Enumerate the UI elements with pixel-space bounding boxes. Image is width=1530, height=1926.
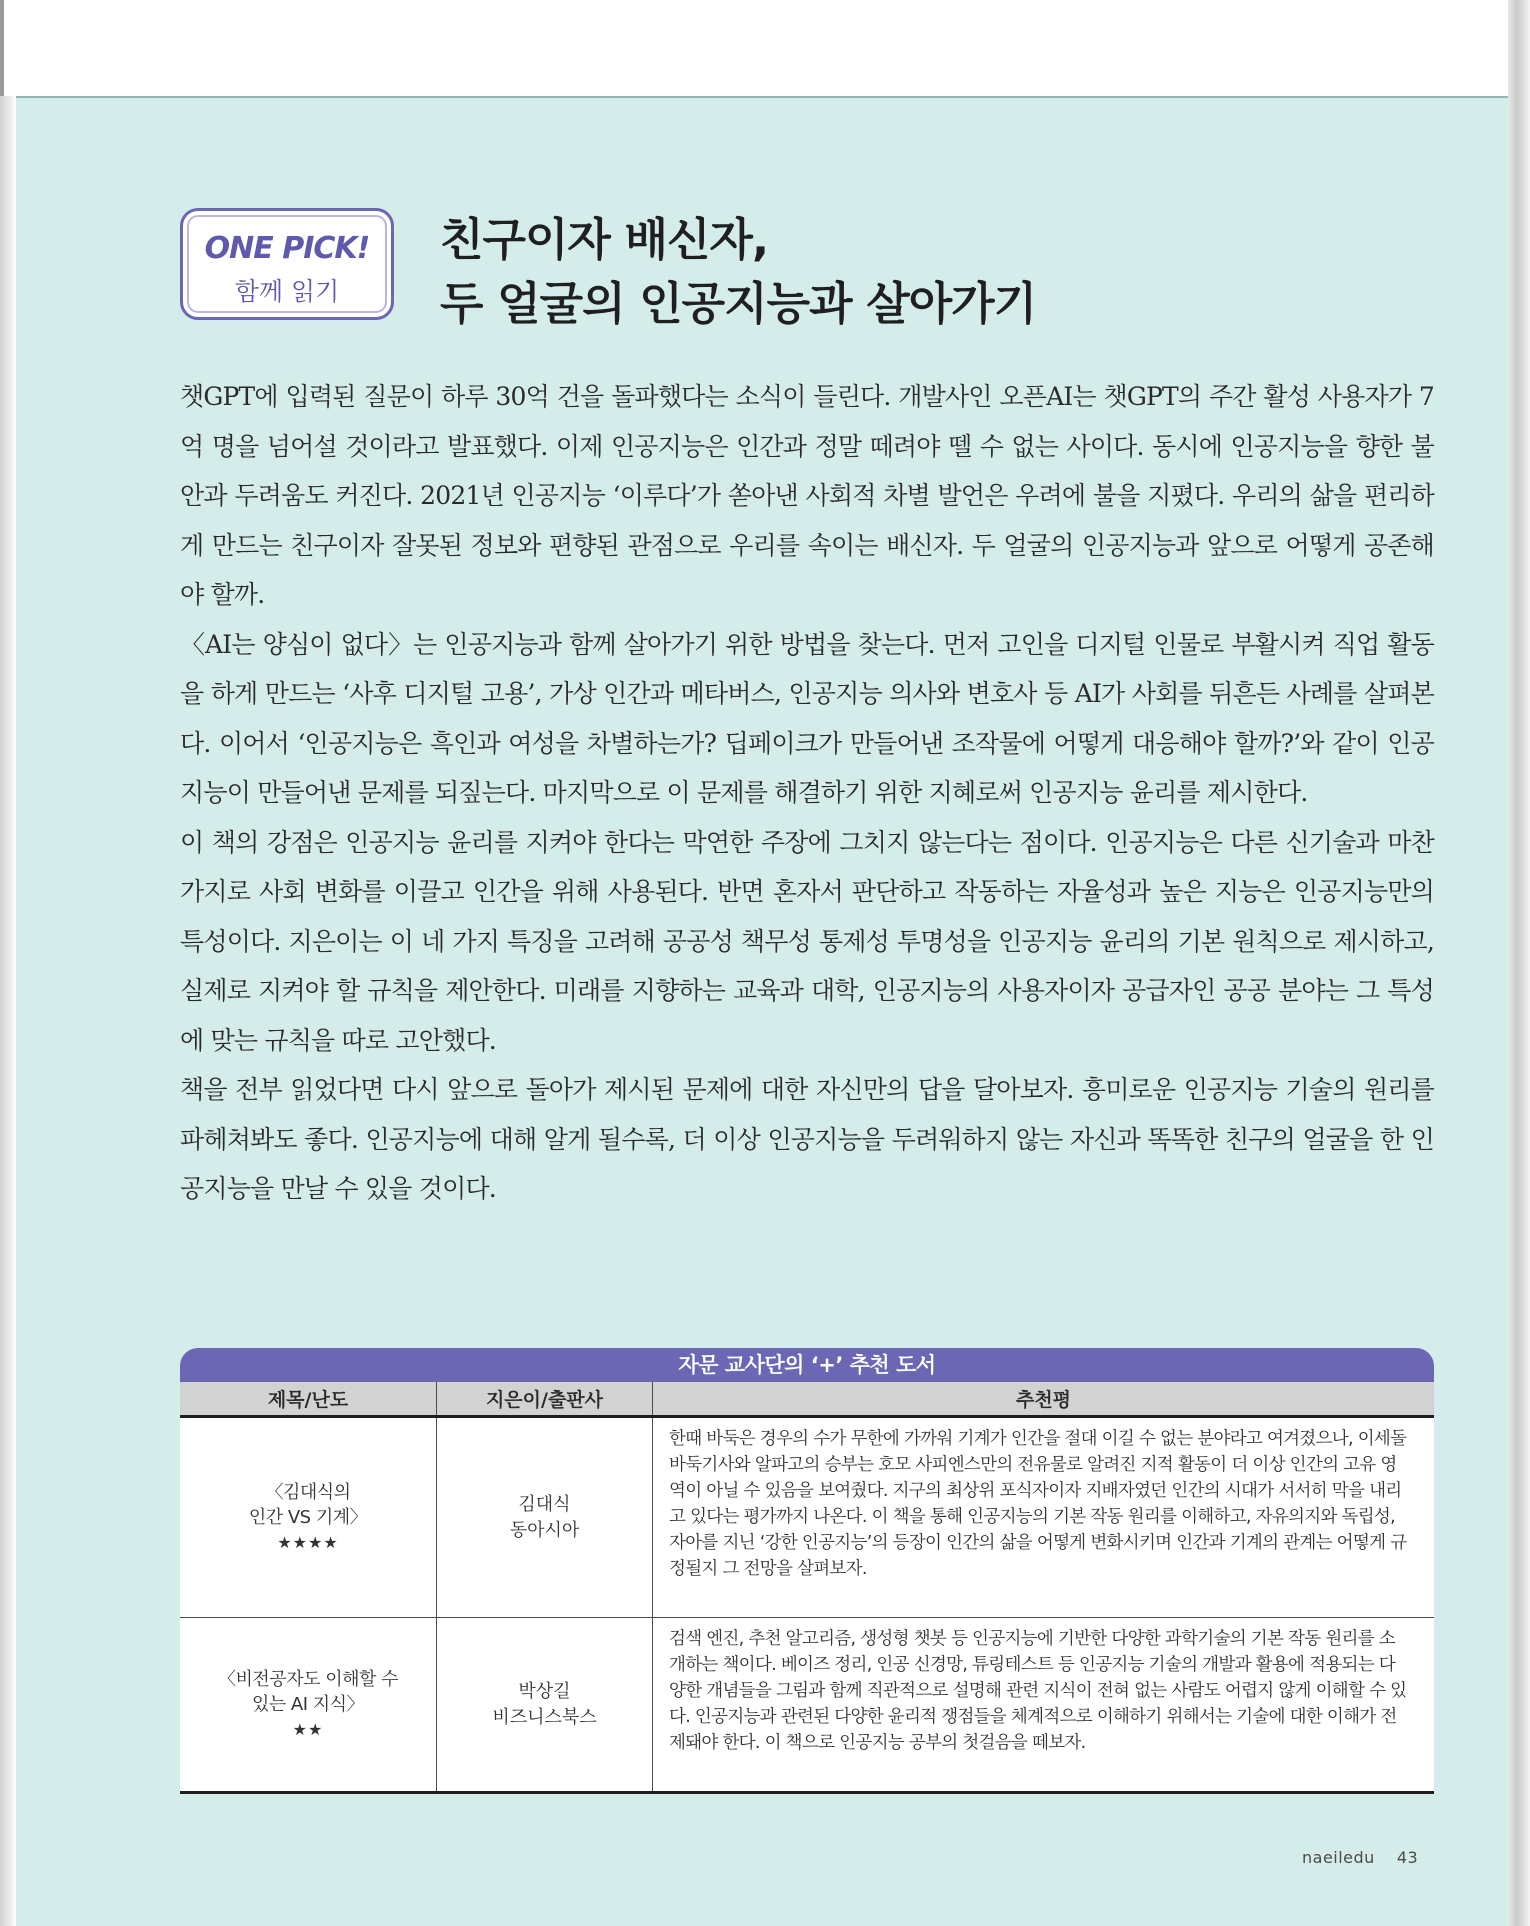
page-edge-left bbox=[0, 0, 16, 1926]
book-title-cell bbox=[180, 1618, 437, 1791]
badge-subtitle: 함께 읽기 bbox=[234, 277, 340, 306]
book-title-line: 있는 AI 지식〉 bbox=[251, 1694, 365, 1715]
recommended-books-table bbox=[180, 1348, 1434, 1794]
table-header-row bbox=[180, 1382, 1434, 1418]
page-top-margin bbox=[0, 0, 1530, 96]
book-title-cell bbox=[180, 1418, 437, 1617]
table-row bbox=[180, 1418, 1434, 1618]
badge-title: ONE PICK! bbox=[204, 231, 370, 266]
page-number: 43 bbox=[1396, 1848, 1419, 1867]
author-publisher-cell bbox=[437, 1418, 653, 1617]
author-name: 김대식 bbox=[518, 1493, 571, 1515]
body-paragraph: 〈AI는 양심이 없다〉는 인공지능과 함께 살아가기 위한 방법을 찾는다. 먼저 고인을 디지털 인물로 부활시켜 직업 활동을 하게 만드는 ‘사후 디지털 고용’, 가상 인간과 메타버스, 인공지능 의사와 변호사 등 AI가 사회를 뒤흔든 사례를 살펴본다. 이어서 ‘인공지능은 흑인과 여성을 차별하는가? 딥페이크가 만들어낸 조작물에 어떻게 대응해야 할까?’와 같이 인공지능이 만들어낸 문제를 되짚는다. 마지막으로 이 문제를 해결하기 위한 지혜로써 인공지능 윤리를 제시한다. bbox=[180, 629, 1434, 807]
headline-line-1: 친구이자 배신자, bbox=[440, 213, 769, 266]
header-author-publisher: 지은이/출판사 bbox=[437, 1382, 653, 1415]
page-footer bbox=[1302, 1848, 1418, 1867]
author-name: 박상길 bbox=[518, 1680, 571, 1702]
header-title-difficulty: 제목/난도 bbox=[180, 1382, 437, 1415]
book-title-line: 〈비전공자도 이해할 수 bbox=[218, 1669, 398, 1690]
difficulty-stars: ★★ bbox=[292, 1720, 324, 1739]
body-paragraph: 이 책의 강점은 인공지능 윤리를 지켜야 한다는 막연한 주장에 그치지 않는다는 점이다. 인공지능은 다른 신기술과 마찬가지로 사회 변화를 이끌고 인간을 위해 사용된다. 반면 혼자서 판단하고 작동하는 자율성과 높은 지능은 인공지능만의 특성이다. 지은이는 이 네 가지 특징을 고려해 공공성 책무성 통제성 투명성을 인공지능 윤리의 기본 원칙으로 제시하고, 실제로 지켜야 할 규칙을 제안한다. 미래를 지향하는 교육과 대학, 인공지능의 사용자이자 공급자인 공공 분야는 그 특성에 맞는 규칙을 따로 고안했다. bbox=[180, 827, 1434, 1055]
book-title-line: 〈김대식의 bbox=[265, 1482, 351, 1503]
author-publisher-cell bbox=[437, 1618, 653, 1791]
publisher-name: 동아시아 bbox=[509, 1519, 580, 1541]
difficulty-stars: ★★★★ bbox=[277, 1533, 339, 1552]
footer-brand: naeiledu bbox=[1302, 1848, 1375, 1867]
body-paragraph: 챗GPT에 입력된 질문이 하루 30억 건을 돌파했다는 소식이 들린다. 개발사인 오픈AI는 챗GPT의 주간 활성 사용자가 7억 명을 넘어설 것이라고 발표했다. 이제 인공지능은 인간과 정말 떼려야 뗄 수 없는 사이다. 동시에 인공지능을 향한 불안과 두려움도 커진다. 2021년 인공지능 ‘이루다’가 쏟아낸 사회적 차별 발언은 우려에 불을 지폈다. 우리의 삶을 편리하게 만드는 친구이자 잘못된 정보와 편향된 관점으로 우리를 속이는 배신자. 두 얼굴의 인공지능과 앞으로 어떻게 공존해야 할까. bbox=[180, 382, 1434, 609]
book-title-line: 인간 VS 기계〉 bbox=[248, 1507, 368, 1528]
article-body bbox=[180, 372, 1434, 1214]
table-row bbox=[180, 1618, 1434, 1794]
review-cell: 검색 엔진, 추천 알고리즘, 생성형 챗봇 등 인공지능에 기반한 다양한 과학기술의 기본 작동 원리를 소개하는 책이다. 베이즈 정리, 인공 신경망, 튜링테스트 등 인공지능 기술의 개발과 활용에 적용되는 다양한 개념들을 그림과 함께 직관적으로 설명해 관련 지식이 전혀 없는 사람도 어렵지 않게 이해할 수 있다. 인공지능과 관련된 다양한 윤리적 쟁점들을 체계적으로 이해하기 위해서는 기술에 대한 이해가 전제돼야 한다. 이 책으로 인공지능 공부의 첫걸음을 떼보자. bbox=[669, 1629, 1407, 1753]
article-headline bbox=[440, 208, 1340, 336]
header-review: 추천평 bbox=[1015, 1389, 1072, 1411]
publisher-name: 비즈니스북스 bbox=[492, 1706, 597, 1728]
body-paragraph: 책을 전부 읽었다면 다시 앞으로 돌아가 제시된 문제에 대한 자신만의 답을 달아보자. 흥미로운 인공지능 기술의 원리를 파헤쳐봐도 좋다. 인공지능에 대해 알게 될수록, 더 이상 인공지능을 두려워하지 않는 자신과 똑똑한 친구의 얼굴을 한 인공지능을 만날 수 있을 것이다. bbox=[180, 1075, 1434, 1203]
page-edge-right bbox=[1508, 0, 1530, 1926]
one-pick-badge bbox=[180, 208, 394, 320]
table-caption: 자문 교사단의 ‘+’ 추천 도서 bbox=[180, 1348, 1434, 1382]
headline-line-2: 두 얼굴의 인공지능과 살아가기 bbox=[440, 277, 1037, 330]
review-cell: 한때 바둑은 경우의 수가 무한에 가까워 기계가 인간을 절대 이길 수 없는 분야라고 여겨졌으나, 이세돌 바둑기사와 알파고의 승부는 호모 사피엔스만의 전유물로 알려진 지적 활동이 더 이상 인간의 고유 영역이 아닐 수 있음을 보여줬다. 지구의 최상위 포식자이자 지배자였던 인간의 시대가 서서히 막을 내리고 있다는 평가까지 나온다. 이 책을 통해 인공지능의 기본 작동 원리를 이해하고, 자유의지와 독립성, 자아를 지닌 ‘강한 인공지능’의 등장이 인간의 삶을 어떻게 변화시키며 인간과 기계의 관계는 어떻게 규정될지 그 전망을 살펴보자. bbox=[669, 1429, 1407, 1579]
